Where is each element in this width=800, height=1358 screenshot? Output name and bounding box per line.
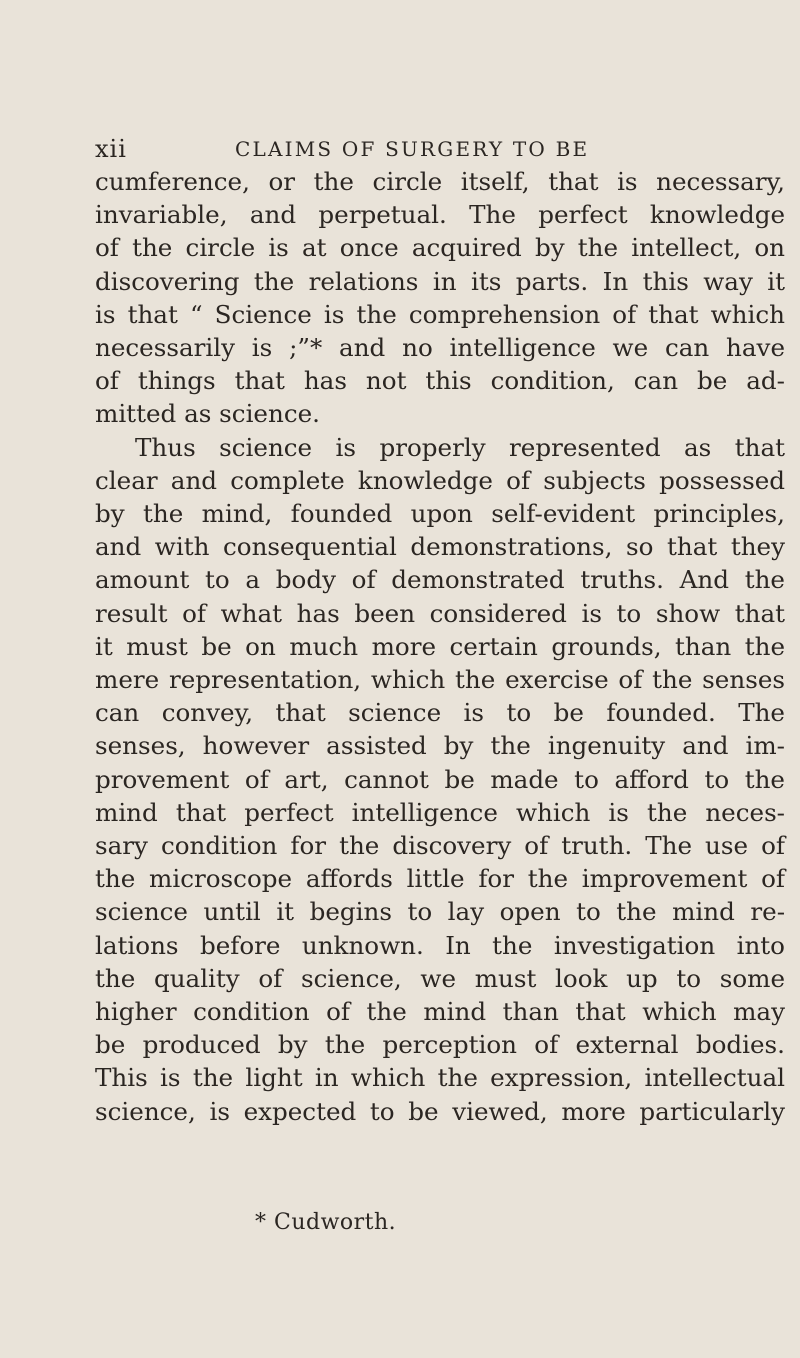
text-line: science until it begins to lay open to the mind re- [95, 897, 785, 927]
text-line: necessarily is ;”* and no intelligence we can have [95, 333, 785, 363]
text-line: it must be on much more certain grounds, than the [95, 631, 785, 661]
text-line: the quality of science, we must look up to some [95, 963, 785, 993]
text-line: be produced by the perception of external bodies. [95, 1030, 785, 1060]
text-line: is that “ Science is the comprehension of that which [95, 299, 785, 329]
text-line: Thus science is properly represented as that [135, 432, 785, 462]
running-head: CLAIMS OF SURGERY TO BE [235, 137, 590, 161]
footnote: * Cudworth. [255, 1210, 397, 1235]
text-line: sary condition for the discovery of truth. The use of [95, 831, 785, 861]
text-line: by the mind, founded upon self-evident principles, [95, 499, 785, 529]
text-line: mind that perfect intelligence which is the neces- [95, 797, 785, 827]
text-line: clear and complete knowledge of subjects possessed [95, 465, 785, 495]
text-line: science, is expected to be viewed, more particularly [95, 1096, 785, 1126]
page-number: xii [95, 135, 127, 163]
text-line: This is the light in which the expression, intellectual [95, 1063, 785, 1093]
text-line: the microscope affords little for the improvement of [95, 864, 785, 894]
text-line: higher condition of the mind than that which may [95, 997, 785, 1027]
text-line: amount to a body of demonstrated truths. And the [95, 565, 785, 595]
text-line: of things that has not this condition, can be ad- [95, 366, 785, 396]
text-line: lations before unknown. In the investigation into [95, 930, 785, 960]
text-line: provement of art, cannot be made to afford to the [95, 764, 785, 794]
text-line: and with consequential demonstrations, so that they [95, 532, 785, 562]
text-line: result of what has been considered is to show that [95, 598, 785, 628]
text-line: senses, however assisted by the ingenuity and im- [95, 731, 785, 761]
text-line: mitted as science. [95, 399, 320, 429]
text-line: cumference, or the circle itself, that is necessary, [95, 167, 785, 196]
text-line: discovering the relations in its parts. In this way it [95, 266, 785, 296]
body-text [95, 165, 785, 1128]
text-line: can convey, that science is to be founded. The [95, 698, 785, 728]
text-line: mere representation, which the exercise of the senses [95, 665, 785, 695]
text-line: invariable, and perpetual. The perfect knowledge [95, 200, 785, 230]
text-line: of the circle is at once acquired by the intellect, on [95, 233, 785, 263]
